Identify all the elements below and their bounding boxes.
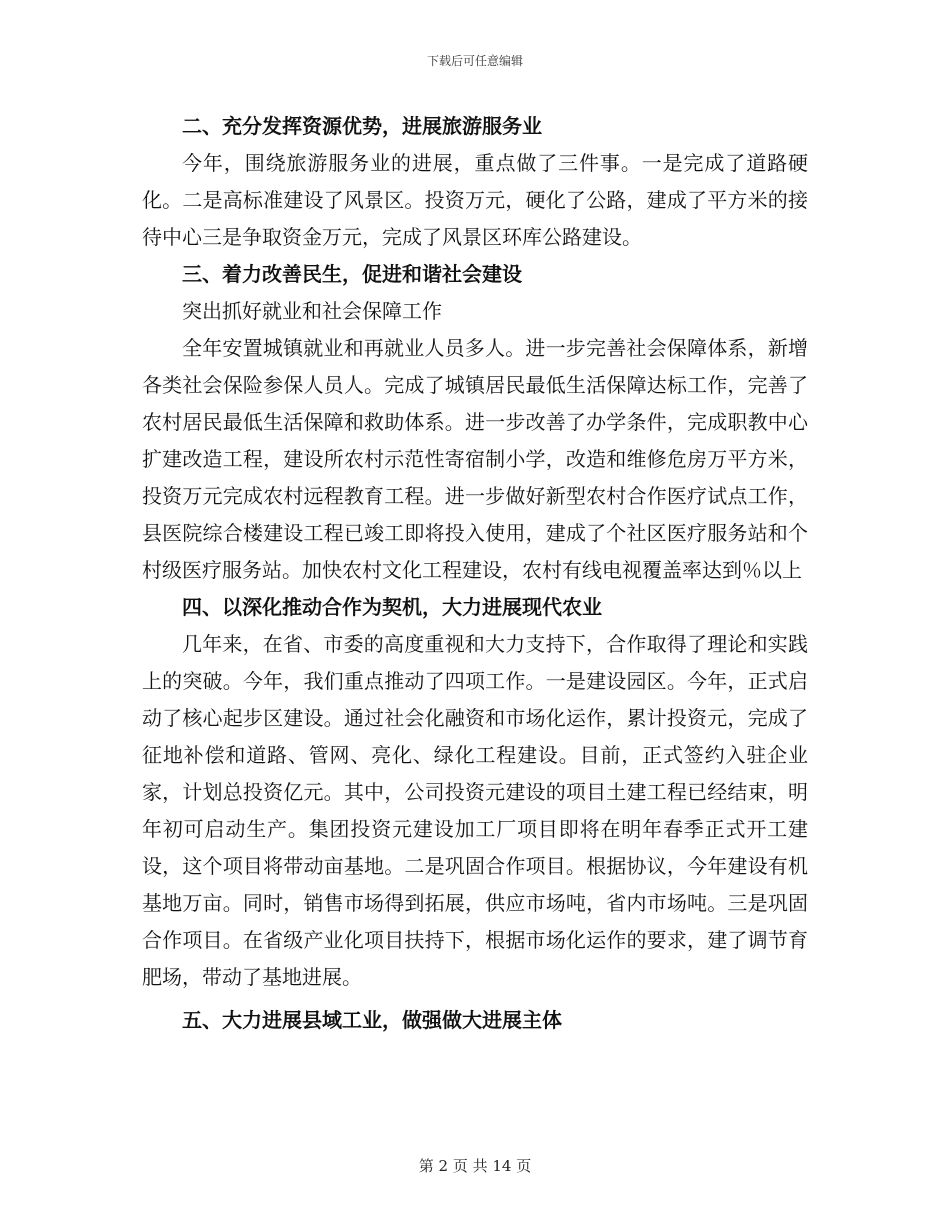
page-header-note: 下载后可任意编辑 (426, 54, 523, 68)
page-number: 第 2 页 共 14 页 (418, 1157, 532, 1175)
section-4-heading: 四、以深化推动合作为契机，大力进展现代农业 (182, 595, 602, 619)
section-3-paragraph: 全年安置城镇就业和再就业人员多人。进一步完善社会保障体系，新增各类社会保险参保人员人。完成了城镇居民最低生活保障达标工作，完善了农村居民最低生活保障和救助体系。进一步改善了办学条件，完成职教中心扩建改造工程，建设所农村示范性寄宿制小学，改造和维修危房万平方米，投资万元完成农村远程教育工程。进一步做好新型农村合作医疗试点工作，县医院综合楼建设工程已竣工即将投入使用，建成了个社区医疗服务站和个村级医疗服务站。加快农村文化工程建设，农村有线电视覆盖率达到％以上 (142, 336, 808, 582)
section-2-heading: 二、充分发挥资源优势，进展旅游服务业 (182, 114, 542, 138)
section-2-paragraph: 今年，围绕旅游服务业的进展，重点做了三件事。一是完成了道路硬化。二是高标准建设了风景区。投资万元，硬化了公路，建成了平方米的接待中心三是争取资金万元，完成了风景区环库公路建设。 (142, 151, 808, 249)
section-3-subheading: 突出抓好就业和社会保障工作 (182, 299, 442, 323)
document-body (142, 108, 808, 1039)
section-5-heading: 五、大力进展县域工业，做强做大进展主体 (182, 1008, 562, 1032)
section-3-heading: 三、着力改善民生，促进和谐社会建设 (182, 262, 522, 286)
section-4-paragraph: 几年来，在省、市委的高度重视和大力支持下，合作取得了理论和实践上的突破。今年，我们重点推动了四项工作。一是建设园区。今年，正式启动了核心起步区建设。通过社会化融资和市场化运作，累计投资元，完成了征地补偿和道路、管网、亮化、绿化工程建设。目前，正式签约入驻企业家，计划总投资亿元。其中，公司投资元建设的项目土建工程已经结束，明年初可启动生产。集团投资元建设加工厂项目即将在明年春季正式开工建设，这个项目将带动亩基地。二是巩固合作项目。根据协议，今年建设有机基地万亩。同时，销售市场得到拓展，供应市场吨，省内市场吨。三是巩固合作项目。在省级产业化项目扶持下，根据市场化运作的要求，建了调节育肥场，带动了基地进展。 (142, 632, 808, 989)
